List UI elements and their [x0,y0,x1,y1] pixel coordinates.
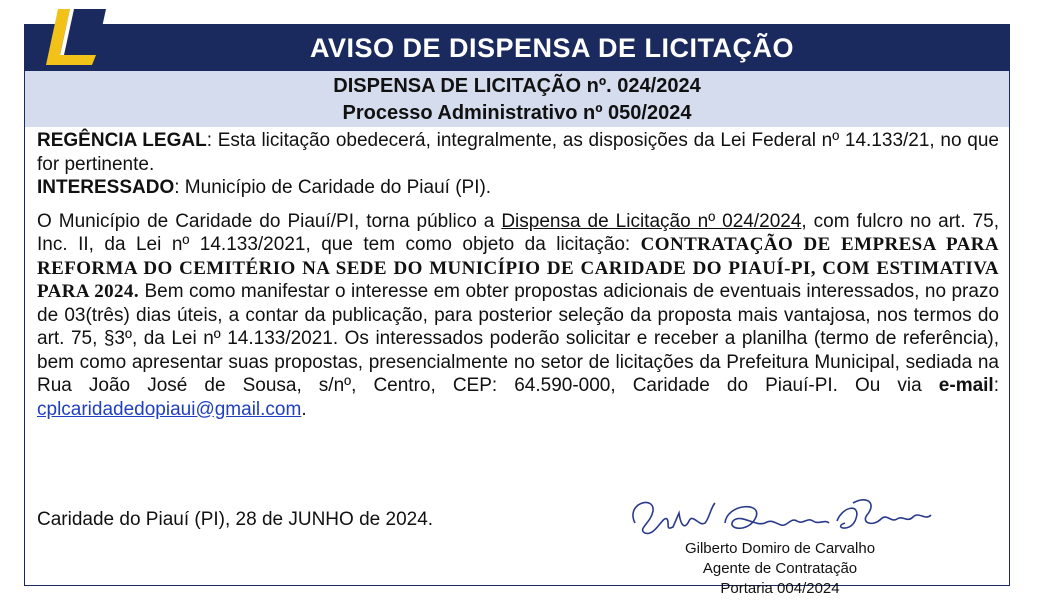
notice-body [37,129,999,421]
regencia-label: REGÊNCIA LEGAL [37,130,207,151]
notice-title: AVISO DE DISPENSA DE LICITAÇÃO [309,32,795,63]
interessado-label: INTERESSADO [37,177,175,198]
signature-block [615,493,945,597]
notice-frame [24,24,1010,597]
handwritten-signature [615,493,945,543]
dispensa-number: DISPENSA DE LICITAÇÃO nº. 024/2024 [333,75,701,97]
intro-text: O Município de Caridade do Piauí/PI, torna público a [37,210,502,232]
dispensa-reference: Dispensa de Licitação nº 024/2024 [501,210,802,232]
process-band [25,71,1009,127]
municipal-logo-icon [36,3,112,71]
interessado-text: : Município de Caridade do Piauí (PI). [174,177,492,198]
email-link[interactable]: cplcaridadedopiaui@gmail.com [37,398,302,420]
signer-role: Agente de Contratação [702,560,858,577]
regencia-paragraph [37,129,999,176]
object-text: CONTRATAÇÃO DE EMPRESA PARA REFORMA DO CEMITÉRIO NA SEDE DO MUNICÍPIO DE CARIDADE DO PIAUÍ-PI, COM ESTIMATIVA PARA 2024. [37,234,999,302]
process-number: Processo Administrativo nº 050/2024 [342,102,692,124]
main-paragraph [37,210,999,422]
issue-date: Caridade do Piauí (PI), 28 de JUNHO de 2024. [37,509,434,530]
header-bar [25,25,1009,71]
email-label: e-mail [938,375,994,396]
end-dot: . [301,398,307,420]
signer-act: Portaria 004/2024 [720,580,840,597]
procedure-text: Bem como manifestar o interesse em obter propostas adicionais de eventuais interessados, no prazo de 03(três) dias úteis, a contar da publicação, para posterior seleção da proposta mais vantajosa, nos termos do art. 75, §3º, da Lei nº 14.133/2021. Os interessados poderão solicitar e receber a planilha (termo de referência), bem como apresentar suas propostas, presencialmente no setor de licitações da Prefeitura Municipal, sediada na Rua João José de Sousa, s/nº, Centro, CEP: 64.590-000, Caridade do Piauí-PI. Ou via [37,281,1000,396]
email-colon: : [993,375,999,396]
regencia-text: : Esta licitação obedecerá, integralmente, as disposições da Lei Federal nº 14.133/21, no que for pertinente. [37,130,999,175]
legal-basis-text: , com fulcro no art. 75, Inc. II, da Lei nº 14.133/2021, que tem como objeto da licitação: [37,210,1000,255]
signer-name: Gilberto Domiro de Carvalho [684,540,876,557]
interessado-paragraph [37,176,999,200]
